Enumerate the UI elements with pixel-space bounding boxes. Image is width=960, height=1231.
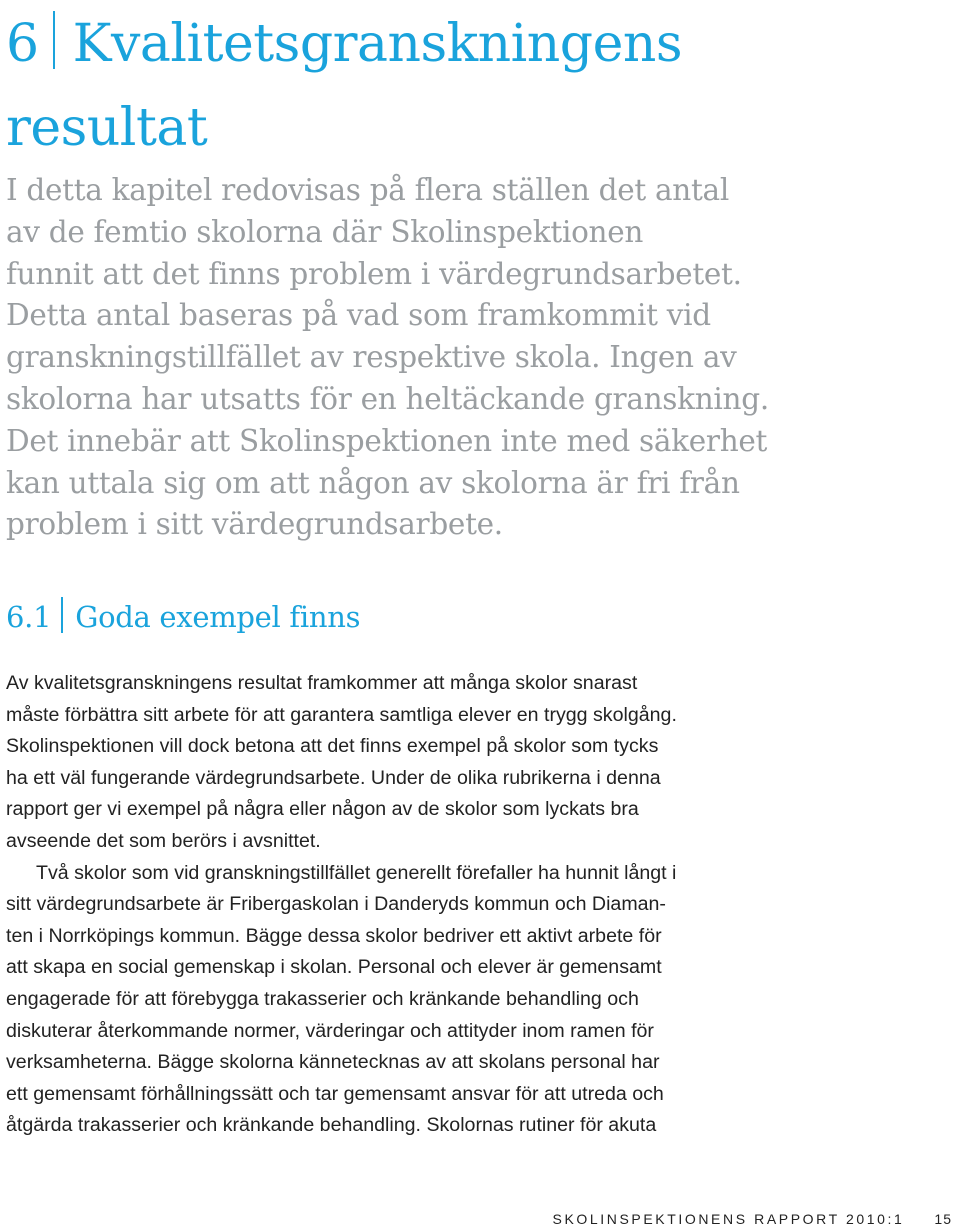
- section-title: Goda exempel finns: [75, 600, 361, 634]
- chapter-title-line1: Kvalitetsgranskningens: [72, 14, 683, 74]
- body-line: avseende det som berörs i avsnittet.: [6, 829, 321, 852]
- body-line: sitt värdegrundsarbete är Fribergaskolan i Danderyds kommun och Diaman-: [6, 893, 666, 916]
- ingress-line: skolorna har utsatts för en heltäckande granskning.: [6, 381, 769, 416]
- ingress-line: I detta kapitel redovisas på flera ställen det antal: [6, 173, 729, 207]
- body-line: ten i Norrköpings kommun. Bägge dessa skolor bedriver ett aktivt arbete för: [6, 924, 662, 947]
- body-line: Två skolor som vid granskningstillfället generellt förefaller ha hunnit långt i: [36, 861, 677, 884]
- body-line: åtgärda trakasserier och kränkande behandling. Skolornas rutiner för akuta: [6, 1114, 657, 1137]
- body-line: ett gemensamt förhållningssätt och tar gemensamt ansvar för att utreda och: [6, 1082, 664, 1105]
- ingress-paragraph: [6, 170, 936, 546]
- report-name: SKOLINSPEKTIONENS RAPPORT 2010:1: [552, 1211, 905, 1227]
- chapter-title-line2: resultat: [6, 98, 208, 158]
- ingress-line: av de femtio skolorna där Skolinspektionen: [6, 214, 644, 249]
- ingress-line: kan uttala sig om att någon av skolorna är fri från: [6, 465, 740, 500]
- ingress-line: Det innebär att Skolinspektionen inte med säkerhet: [6, 423, 768, 458]
- body-line: att skapa en social gemenskap i skolan. Personal och elever är gemensamt: [6, 956, 662, 979]
- chapter-number: 6: [6, 14, 39, 74]
- body-line: rapport ger vi exempel på några eller någon av de skolor som lyckats bra: [6, 798, 639, 821]
- body-line: Av kvalitetsgranskningens resultat framkommer att många skolor snarast: [6, 672, 638, 694]
- body-line: verksamheterna. Bägge skolorna kännetecknas av att skolans personal har: [6, 1051, 660, 1074]
- page-number: 15: [934, 1211, 952, 1227]
- body-text: [6, 668, 946, 1142]
- ingress-line: problem i sitt värdegrundsarbete.: [6, 507, 503, 542]
- title-divider: [53, 11, 55, 69]
- body-line: ha ett väl fungerande värdegrundsarbete. Under de olika rubrikerna i denna: [6, 766, 661, 789]
- section-number: 6.1: [6, 600, 52, 634]
- ingress-line: Detta antal baseras på vad som framkommit vid: [6, 298, 711, 333]
- section-divider: [61, 597, 63, 633]
- body-line: Skolinspektionen vill dock betona att det finns exempel på skolor som tycks: [6, 735, 659, 758]
- body-line: engagerade för att förebygga trakasserier och kränkande behandling och: [6, 987, 639, 1010]
- section-heading: [6, 594, 360, 640]
- ingress-line: granskningstillfället av respektive skola. Ingen av: [6, 340, 737, 375]
- ingress-line: funnit att det finns problem i värdegrundsarbetet.: [6, 256, 742, 291]
- chapter-title: [6, 2, 936, 170]
- body-line: diskuterar återkommande normer, värderingar och attityder inom ramen för: [6, 1019, 654, 1042]
- body-line: måste förbättra sitt arbete för att garantera samtliga elever en trygg skolgång.: [6, 703, 677, 726]
- page-footer: [553, 1211, 952, 1227]
